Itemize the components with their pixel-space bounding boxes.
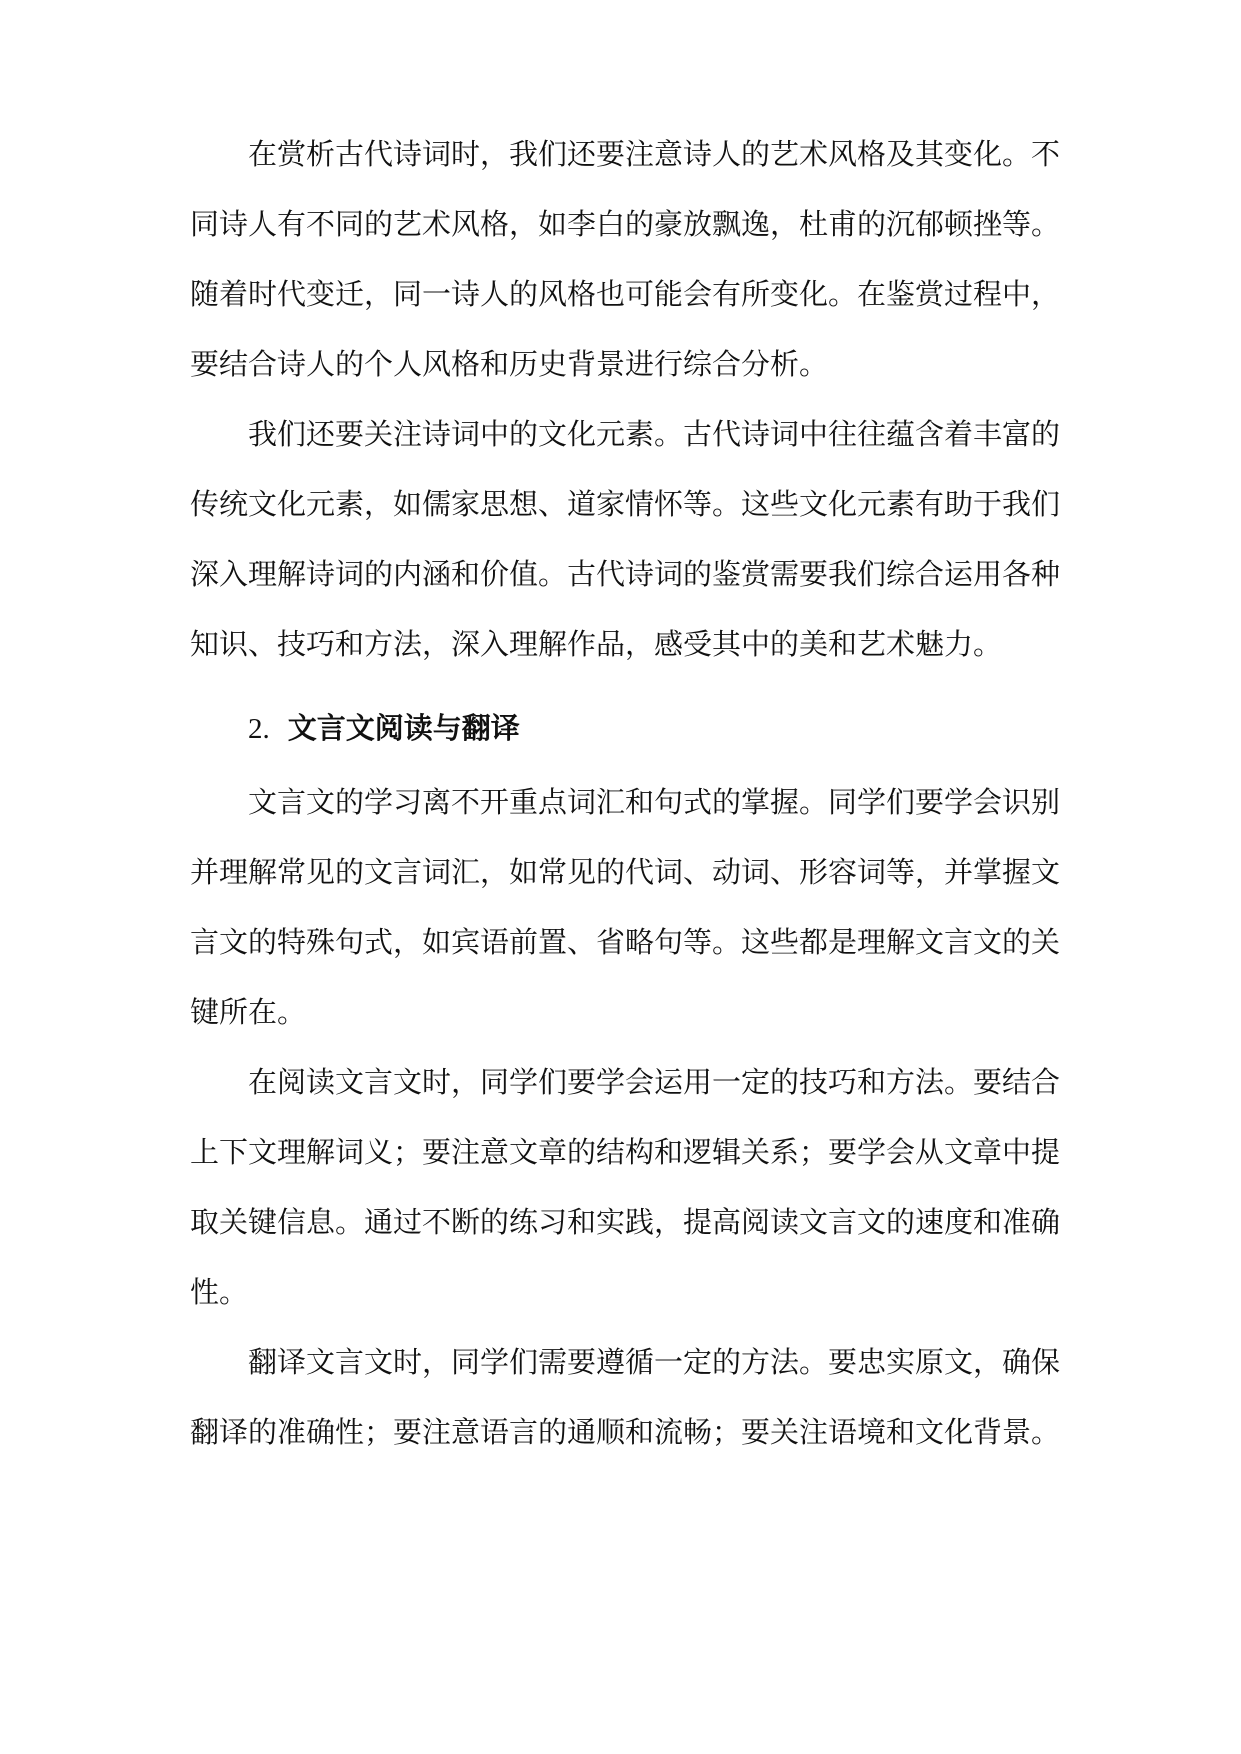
- text-line: 要结合诗人的个人风格和历史背景进行综合分析。: [190, 347, 829, 381]
- text-line: 在赏析古代诗词时，我们还要注意诗人的艺术风格及其变化。不: [248, 137, 1061, 171]
- text-line: 言文的特殊句式，如宾语前置、省略句等。这些都是理解文言文的关: [190, 925, 1061, 959]
- section-title: 文言文阅读与翻译: [287, 711, 520, 745]
- text-line: 上下文理解词义；要注意文章的结构和逻辑关系；要学会从文章中提: [190, 1135, 1061, 1169]
- section-heading: [248, 708, 520, 749]
- text-line: 文言文的学习离不开重点词汇和句式的掌握。同学们要学会识别: [248, 785, 1061, 819]
- text-line: 取关键信息。通过不断的练习和实践，提高阅读文言文的速度和准确: [190, 1205, 1061, 1239]
- text-line: 键所在。: [190, 995, 307, 1029]
- section-number: 2.: [248, 713, 270, 745]
- text-line: 性。: [190, 1275, 249, 1309]
- text-line: 翻译文言文时，同学们需要遵循一定的方法。要忠实原文，确保: [248, 1345, 1061, 1379]
- text-line: 在阅读文言文时，同学们要学会运用一定的技巧和方法。要结合: [248, 1065, 1061, 1099]
- text-line: 深入理解诗词的内涵和价值。古代诗词的鉴赏需要我们综合运用各种: [190, 557, 1061, 591]
- text-line: 翻译的准确性；要注意语言的通顺和流畅；要关注语境和文化背景。: [190, 1415, 1061, 1449]
- text-line: 知识、技巧和方法，深入理解作品，感受其中的美和艺术魅力。: [190, 627, 1003, 661]
- text-line: 我们还要关注诗词中的文化元素。古代诗词中往往蕴含着丰富的: [248, 417, 1061, 451]
- text-line: 并理解常见的文言词汇，如常见的代词、动词、形容词等，并掌握文: [190, 855, 1061, 889]
- text-line: 传统文化元素，如儒家思想、道家情怀等。这些文化元素有助于我们: [190, 487, 1061, 521]
- text-line: 随着时代变迁，同一诗人的风格也可能会有所变化。在鉴赏过程中，: [190, 277, 1061, 311]
- text-line: 同诗人有不同的艺术风格，如李白的豪放飘逸，杜甫的沉郁顿挫等。: [190, 207, 1061, 241]
